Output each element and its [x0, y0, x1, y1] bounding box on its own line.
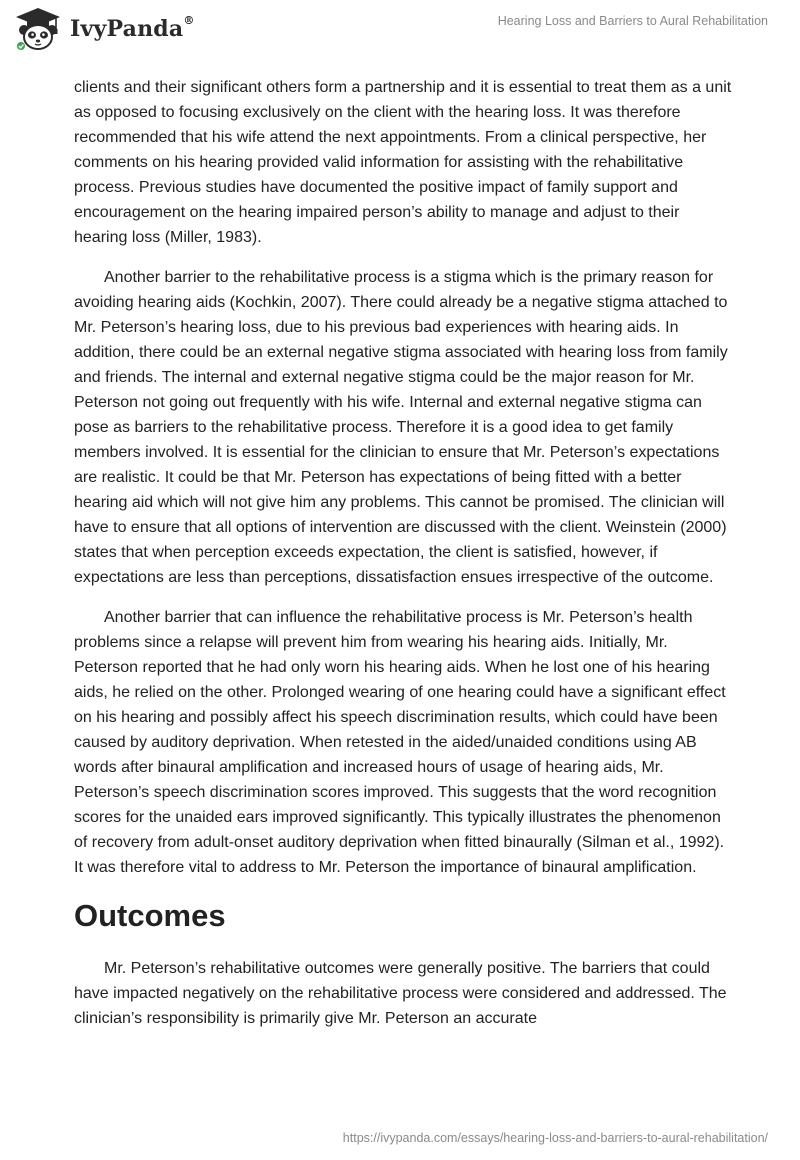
essay-body [74, 75, 734, 1031]
paragraph: Another barrier that can influence the rehabilitative process is Mr. Peterson’s health problems since a relapse will prevent him from wearing his hearing aids. Initially, Mr. Peterson reported that he had only worn his hearing aids. When he lost one of his hearing aids, he relied on the other. Prolonged wearing of one hearing could have a significant effect on his hearing and possibly affect his speech discrimination results, which could have been caused by auditory deprivation. When retested in the aided/unaided conditions using AB words after binaural amplification and increased hours of usage of hearing aids, Mr. Peterson’s speech discrimination scores improved. This suggests that the word recognition scores for the unaided ears improved significantly. This typically illustrates the phenomenon of recovery from adult-onset auditory deprivation when fitted binaurally (Silman et al., 1992). It was therefore vital to address to Mr. Peterson the importance of binaural amplification. [74, 609, 726, 876]
paragraph: Another barrier to the rehabilitative process is a stigma which is the primary reason for avoiding hearing aids (Kochkin, 2007). There could already be a negative stigma attached to Mr. Peterson’s hearing loss, due to his previous bad experiences with hearing aids. In addition, there could be an external negative stigma associated with hearing loss from family and friends. The internal and external negative stigma could be the major reason for Mr. Peterson not going out frequently with his wife. Internal and external negative stigma can pose as barriers to the rehabilitative process. Therefore it is a good idea to get family members involved. It is essential for the clinician to ensure that Mr. Peterson’s expectations are realistic. It could be that Mr. Peterson has expectations of being fitted with a better hearing aid which will not give him any problems. This cannot be promised. The clinician will have to ensure that all options of intervention are discussed with the client. Weinstein (2000) states that when perception exceeds expectation, the client is satisfied, however, if expectations are less than perceptions, dissatisfaction ensues irrespective of the outcome. [74, 269, 728, 586]
logo[interactable] [12, 6, 195, 52]
panda-graduate-icon [12, 6, 64, 52]
document-title: Hearing Loss and Barriers to Aural Rehabilitation [497, 14, 768, 28]
logo-text: IvyPanda® [70, 14, 195, 42]
paragraph: clients and their significant others form a partnership and it is essential to treat them as a unit as opposed to focusing exclusively on the client with the hearing loss. It was therefore recommended that his wife attend the next appointments. From a clinical perspective, her comments on his hearing provided valid information for assisting with the rehabilitative process. Previous studies have documented the positive impact of family support and encouragement on the hearing impaired person’s ability to manage and adjust to their hearing loss (Miller, 1983). [74, 79, 732, 246]
section-heading: Outcomes [74, 898, 226, 933]
page-header [0, 0, 800, 60]
registered-mark: ® [183, 14, 195, 27]
paragraph: Mr. Peterson’s rehabilitative outcomes were generally positive. The barriers that could have impacted negatively on the rehabilitative process were considered and addressed. The clinician’s responsibility is primarily give Mr. Peterson an accurate [74, 960, 727, 1027]
source-url[interactable]: https://ivypanda.com/essays/hearing-loss-and-barriers-to-aural-rehabilitation/ [342, 1131, 768, 1145]
